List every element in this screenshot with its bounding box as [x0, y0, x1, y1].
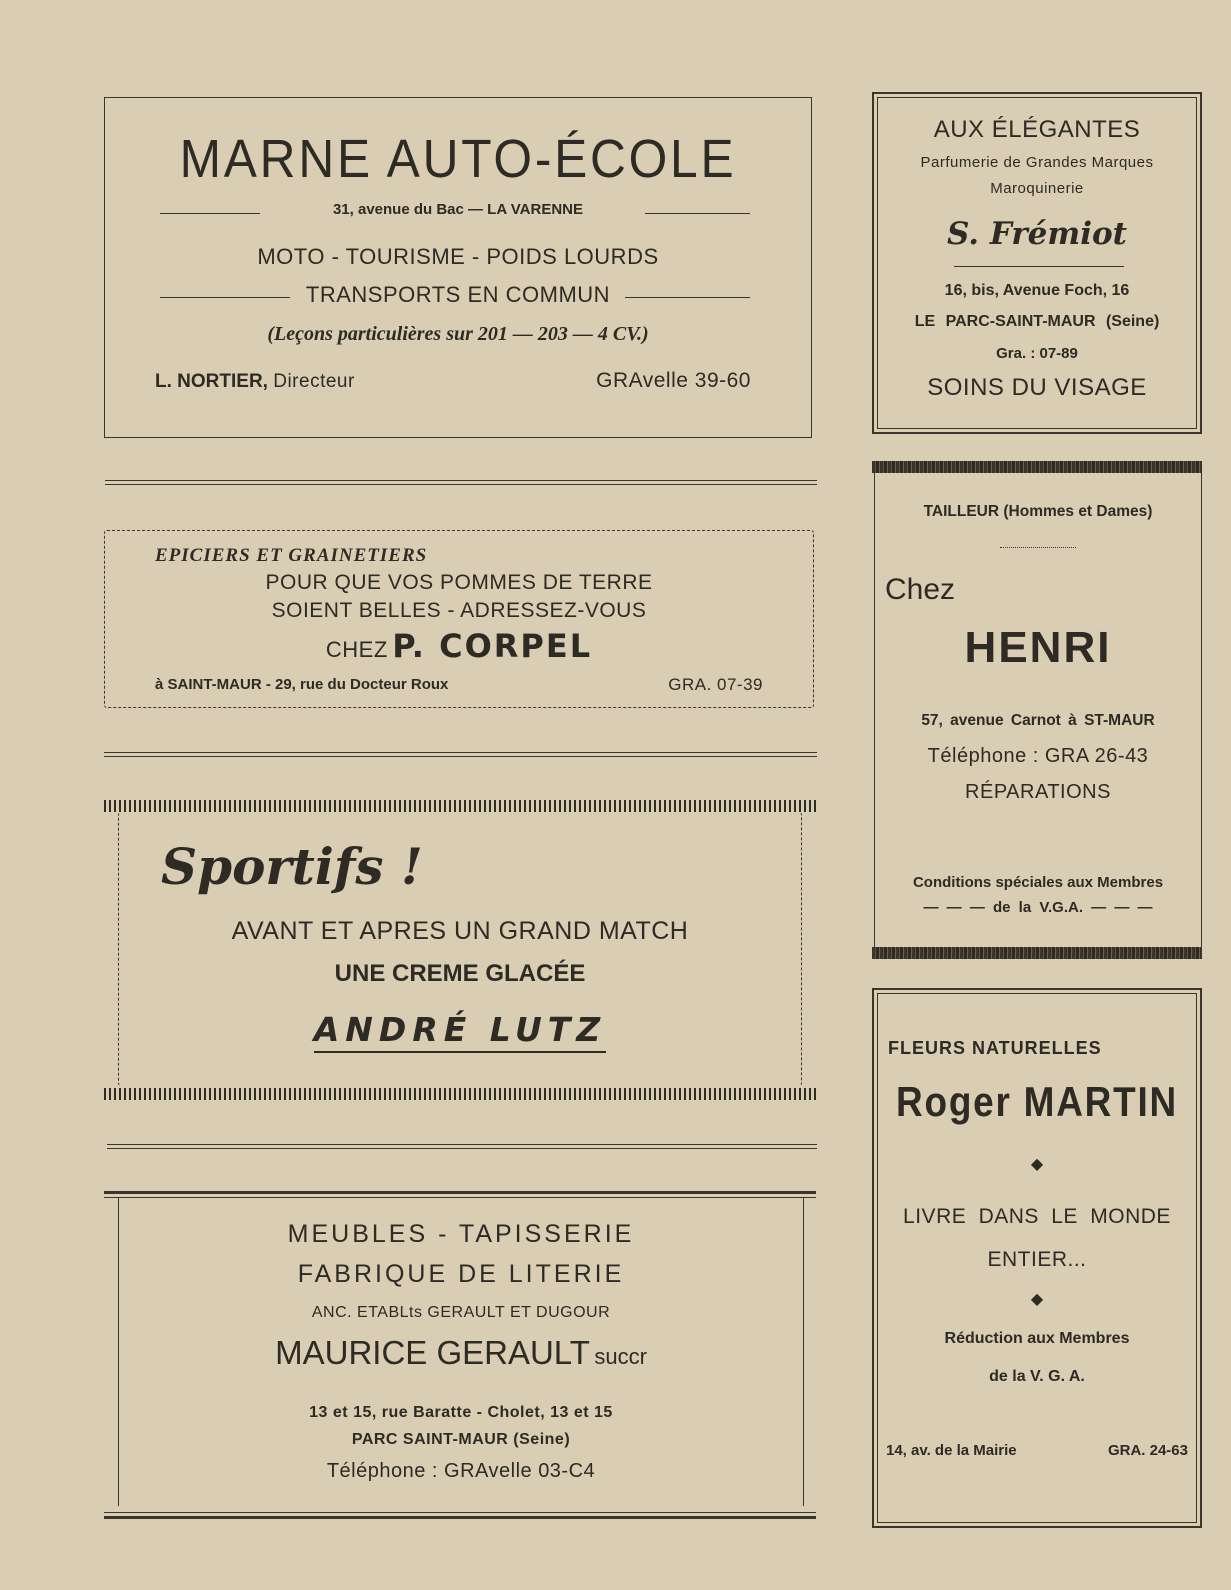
- ad-marne-auto-ecole: [104, 97, 812, 438]
- hatch-border-top: [104, 800, 818, 812]
- henri-top-band: [872, 461, 1202, 473]
- elegantes-phone: Gra. : 07-89: [996, 345, 1078, 362]
- lutz-headline: Sportifs !: [161, 837, 423, 896]
- marne-title: MARNE AUTO-ÉCOLE: [179, 129, 737, 189]
- marne-address: 31, avenue du Bac — LA VARENNE: [332, 201, 584, 218]
- corpel-phone: GRA. 07-39: [668, 675, 763, 694]
- henri-bottom-band: [872, 947, 1202, 959]
- corpel-heading: EPICIERS ET GRAINETIERS: [155, 545, 428, 566]
- ad-corpel: [104, 530, 814, 708]
- gerault-bottom-border: [104, 1512, 816, 1519]
- martin-reduction2: de la V. G. A.: [989, 1368, 1085, 1385]
- lutz-line1: AVANT ET APRES UN GRAND MATCH: [231, 917, 689, 945]
- ad-henri: [874, 473, 1202, 947]
- gerault-line2: FABRIQUE DE LITERIE: [297, 1260, 625, 1288]
- henri-phone: Téléphone : GRA 26-43: [927, 745, 1149, 767]
- corpel-name-line: [105, 627, 813, 665]
- corpel-name: P. CORPEL: [392, 627, 593, 665]
- ad-elegantes: [872, 92, 1202, 434]
- ad-gerault: [118, 1198, 804, 1506]
- corpel-line1: POUR QUE VOS POMMES DE TERRE: [265, 571, 653, 594]
- corpel-chez: CHEZ: [325, 637, 388, 662]
- elegantes-line2: Maroquinerie: [990, 180, 1084, 197]
- separator: [104, 752, 817, 757]
- martin-reduction1: Réduction aux Membres: [944, 1330, 1130, 1347]
- lutz-line2: UNE CREME GLACÉE: [334, 960, 586, 987]
- elegantes-title: AUX ÉLÉGANTES: [933, 116, 1141, 143]
- divider: [1000, 547, 1076, 548]
- divider: [645, 213, 750, 214]
- gerault-succ: succr: [594, 1344, 647, 1369]
- gerault-name: MAURICE GERAULT: [275, 1334, 590, 1371]
- gerault-top-border: [104, 1191, 816, 1198]
- divider: [954, 266, 1124, 267]
- separator: [107, 1144, 817, 1149]
- elegantes-footer: SOINS DU VISAGE: [927, 374, 1147, 401]
- elegantes-address2: LE PARC-SAINT-MAUR (Seine): [914, 313, 1160, 330]
- marne-transports: TRANSPORTS EN COMMUN: [305, 282, 611, 307]
- gerault-name-line: [119, 1334, 803, 1372]
- henri-repairs: RÉPARATIONS: [965, 781, 1111, 803]
- henri-name: HENRI: [964, 623, 1112, 672]
- ad-lutz: [118, 812, 802, 1086]
- diamond-icon: ◆: [1030, 1291, 1044, 1308]
- ad-martin: [872, 988, 1202, 1528]
- martin-line2: ENTIER...: [987, 1248, 1087, 1271]
- corpel-address: à SAINT-MAUR - 29, rue du Docteur Roux: [155, 676, 449, 693]
- lutz-name: [119, 1010, 801, 1049]
- henri-address: 57, avenue Carnot à ST-MAUR: [921, 712, 1155, 729]
- marne-director: [155, 371, 355, 393]
- lutz-name-text: ANDRÉ LUTZ: [314, 1010, 606, 1053]
- marne-phone: GRAvelle 39-60: [596, 369, 751, 392]
- hatch-border-bottom: [104, 1088, 818, 1100]
- director-name: L. NORTIER,: [155, 371, 268, 392]
- director-role: Directeur: [273, 371, 355, 392]
- gerault-phone: Téléphone : GRAvelle 03-C4: [326, 1460, 596, 1482]
- martin-heading: FLEURS NATURELLES: [888, 1038, 1102, 1058]
- corpel-line2: SOIENT BELLES - ADRESSEZ-VOUS: [271, 599, 647, 622]
- gerault-line1: MEUBLES - TAPISSERIE: [287, 1220, 635, 1248]
- marne-lessons: (Leçons particulières sur 201 — 203 — 4 CV.): [267, 323, 649, 345]
- martin-line1: LIVRE DANS LE MONDE: [903, 1205, 1171, 1228]
- marne-services: MOTO - TOURISME - POIDS LOURDS: [257, 244, 659, 269]
- separator: [105, 480, 817, 485]
- martin-phone: GRA. 24-63: [1107, 1442, 1188, 1459]
- henri-heading: TAILLEUR (Hommes et Dames): [923, 503, 1153, 520]
- martin-address: 14, av. de la Mairie: [886, 1442, 1017, 1459]
- henri-conditions: Conditions spéciales aux Membres: [912, 874, 1164, 891]
- diamond-icon: ◆: [1030, 1156, 1044, 1173]
- henri-chez: Chez: [885, 573, 956, 606]
- henri-conditions2: — — — de la V.G.A. — — —: [923, 899, 1153, 916]
- gerault-address2: PARC SAINT-MAUR (Seine): [351, 1431, 571, 1448]
- divider: [625, 297, 750, 298]
- gerault-address1: 13 et 15, rue Baratte - Cholet, 13 et 15: [309, 1404, 613, 1421]
- martin-name: Roger MARTIN: [896, 1078, 1178, 1125]
- elegantes-address1: 16, bis, Avenue Foch, 16: [944, 282, 1130, 299]
- elegantes-name: S. Frémiot: [947, 216, 1127, 252]
- gerault-former: ANC. ETABLts GERAULT ET DUGOUR: [311, 1304, 611, 1321]
- elegantes-line1: Parfumerie de Grandes Marques: [920, 154, 1154, 171]
